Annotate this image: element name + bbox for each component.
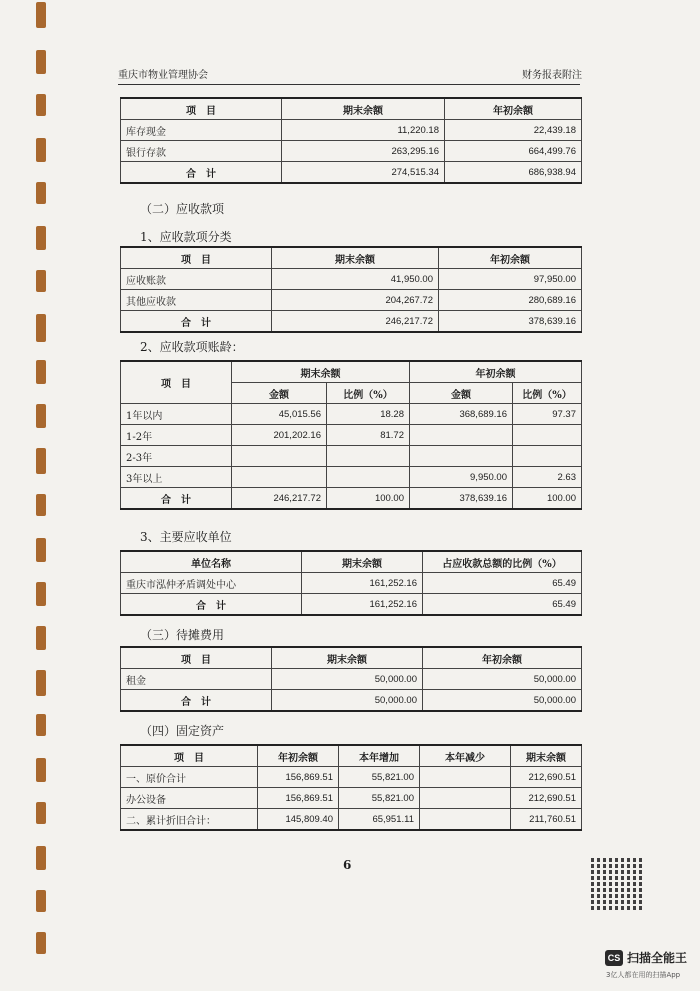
cell <box>327 467 410 488</box>
cell: 一、原价合计 <box>121 767 258 788</box>
cell: 156,869.51 <box>258 767 339 788</box>
cell <box>513 425 582 446</box>
binding-hole <box>36 50 46 74</box>
total-row <box>121 690 582 712</box>
cell: 租金 <box>121 669 272 690</box>
binding-hole <box>36 670 46 696</box>
col-header: 金额 <box>410 383 513 404</box>
cell: 办公设备 <box>121 788 258 809</box>
table-row <box>121 767 582 788</box>
table-row <box>121 669 582 690</box>
ar-class-table <box>120 246 582 333</box>
binding-hole <box>36 94 46 116</box>
page-number: 6 <box>343 858 352 872</box>
cell: 22,439.18 <box>445 120 582 141</box>
col-header: 年初余额 <box>423 647 582 669</box>
subsection-heading: 2、应收款项账龄： <box>140 340 244 354</box>
cell: 65,951.11 <box>339 809 420 831</box>
binding-hole <box>36 360 46 384</box>
binding-hole <box>36 2 46 28</box>
cell: 204,267.72 <box>272 290 439 311</box>
section-heading: （四）固定资产 <box>140 724 225 738</box>
cell: 201,202.16 <box>232 425 327 446</box>
col-header: 年初余额 <box>445 98 582 120</box>
binding-hole <box>36 932 46 954</box>
col-header: 项 目 <box>121 745 258 767</box>
table-row <box>121 809 582 831</box>
cell: 1年以内 <box>121 404 232 425</box>
cell: 55,821.00 <box>339 767 420 788</box>
cell: 246,217.72 <box>272 311 439 333</box>
col-header: 期末余额 <box>511 745 582 767</box>
cell: 9,950.00 <box>410 467 513 488</box>
binding-hole <box>36 758 46 782</box>
binding-hole <box>36 226 46 250</box>
camscanner-logo-icon: CS <box>605 950 623 966</box>
binding-hole <box>36 538 46 562</box>
cell <box>410 425 513 446</box>
binding-hole <box>36 404 46 428</box>
col-header: 比例（%） <box>513 383 582 404</box>
cell <box>420 788 511 809</box>
cell: 65.49 <box>423 573 582 594</box>
cell: 686,938.94 <box>445 162 582 184</box>
watermark-name: 扫描全能王 <box>627 951 688 965</box>
cell <box>232 446 327 467</box>
cell: 211,760.51 <box>511 809 582 831</box>
total-row <box>121 594 582 616</box>
fixed-assets-table <box>120 744 582 831</box>
binding-hole <box>36 314 46 342</box>
cell: 50,000.00 <box>423 669 582 690</box>
col-header: 期末余额 <box>272 647 423 669</box>
binding-hole <box>36 448 46 474</box>
cell: 263,295.16 <box>282 141 445 162</box>
cell: 212,690.51 <box>511 767 582 788</box>
cell: 合 计 <box>121 311 272 333</box>
header-rule <box>118 84 580 85</box>
binding-hole <box>36 138 46 162</box>
cell: 50,000.00 <box>423 690 582 712</box>
cell: 50,000.00 <box>272 690 423 712</box>
cell: 97.37 <box>513 404 582 425</box>
cell: 合 计 <box>121 488 232 510</box>
cell: 81.72 <box>327 425 410 446</box>
cell: 664,499.76 <box>445 141 582 162</box>
binding-hole <box>36 182 46 204</box>
cell: 2-3年 <box>121 446 232 467</box>
cell: 161,252.16 <box>302 594 423 616</box>
col-header: 年初余额 <box>439 247 582 269</box>
total-row <box>121 311 582 333</box>
debtor-table <box>120 550 582 616</box>
table-row <box>121 788 582 809</box>
binding-hole <box>36 270 46 292</box>
cell: 41,950.00 <box>272 269 439 290</box>
cell: 45,015.56 <box>232 404 327 425</box>
col-header: 本年减少 <box>420 745 511 767</box>
binding-hole <box>36 626 46 650</box>
col-header: 比例（%） <box>327 383 410 404</box>
col-header: 项 目 <box>121 247 272 269</box>
cell <box>232 467 327 488</box>
cell: 100.00 <box>513 488 582 510</box>
cell: 50,000.00 <box>272 669 423 690</box>
table-row <box>121 141 582 162</box>
aging-table <box>120 360 582 510</box>
col-header: 项 目 <box>121 361 232 404</box>
col-header: 期末余额 <box>272 247 439 269</box>
binding-hole <box>36 494 46 516</box>
section-heading: （三）待摊费用 <box>140 628 225 642</box>
table-row <box>121 269 582 290</box>
cell: 库存现金 <box>121 120 282 141</box>
cell: 212,690.51 <box>511 788 582 809</box>
cell <box>420 767 511 788</box>
table-row <box>121 404 582 425</box>
col-header: 单位名称 <box>121 551 302 573</box>
table-row <box>121 467 582 488</box>
total-row <box>121 488 582 510</box>
table-row <box>121 446 582 467</box>
cell: 其他应收款 <box>121 290 272 311</box>
cell: 145,809.40 <box>258 809 339 831</box>
cash-table <box>120 97 582 184</box>
cell: 重庆市泓仲矛盾调处中心 <box>121 573 302 594</box>
col-header: 期末余额 <box>282 98 445 120</box>
cell: 65.49 <box>423 594 582 616</box>
col-header: 本年增加 <box>339 745 420 767</box>
cell: 55,821.00 <box>339 788 420 809</box>
cell <box>327 446 410 467</box>
binding-hole <box>36 890 46 912</box>
table-row <box>121 573 582 594</box>
cell: 银行存款 <box>121 141 282 162</box>
cell: 合 计 <box>121 690 272 712</box>
col-header: 期末余额 <box>232 361 410 383</box>
cell: 378,639.16 <box>439 311 582 333</box>
cell: 100.00 <box>327 488 410 510</box>
col-header: 金额 <box>232 383 327 404</box>
cell: 2.63 <box>513 467 582 488</box>
col-header: 年初余额 <box>410 361 582 383</box>
cell <box>410 446 513 467</box>
header-doc-title: 财务报表附注 <box>522 70 582 81</box>
cell: 二、累计折旧合计： <box>121 809 258 831</box>
cell: 246,217.72 <box>232 488 327 510</box>
table-row <box>121 425 582 446</box>
col-header: 项 目 <box>121 647 272 669</box>
binding-hole <box>36 802 46 824</box>
table-row <box>121 120 582 141</box>
section-heading: （二）应收款项 <box>140 202 225 216</box>
qr-code-icon <box>591 856 645 910</box>
cell <box>420 809 511 831</box>
table-row <box>121 290 582 311</box>
prepaid-table <box>120 646 582 712</box>
binding-hole <box>36 714 46 736</box>
cell: 274,515.34 <box>282 162 445 184</box>
col-header: 期末余额 <box>302 551 423 573</box>
col-header: 年初余额 <box>258 745 339 767</box>
cell: 1-2年 <box>121 425 232 446</box>
header-org: 重庆市物业管理协会 <box>118 70 208 81</box>
subsection-heading: 3、主要应收单位 <box>140 530 232 544</box>
cell: 应收账款 <box>121 269 272 290</box>
cell: 280,689.16 <box>439 290 582 311</box>
cell: 368,689.16 <box>410 404 513 425</box>
binding-hole <box>36 582 46 606</box>
cell: 378,639.16 <box>410 488 513 510</box>
cell: 18.28 <box>327 404 410 425</box>
cell: 合 计 <box>121 594 302 616</box>
total-row <box>121 162 582 184</box>
col-header: 占应收款总额的比例（%） <box>423 551 582 573</box>
subsection-heading: 1、应收款项分类 <box>140 230 232 244</box>
cell: 97,950.00 <box>439 269 582 290</box>
watermark-tagline: 3亿人都在用的扫描App <box>606 971 681 979</box>
cell: 161,252.16 <box>302 573 423 594</box>
binding-hole <box>36 846 46 870</box>
col-header: 项 目 <box>121 98 282 120</box>
cell <box>513 446 582 467</box>
cell: 156,869.51 <box>258 788 339 809</box>
cell: 11,220.18 <box>282 120 445 141</box>
cell: 合 计 <box>121 162 282 184</box>
cell: 3年以上 <box>121 467 232 488</box>
